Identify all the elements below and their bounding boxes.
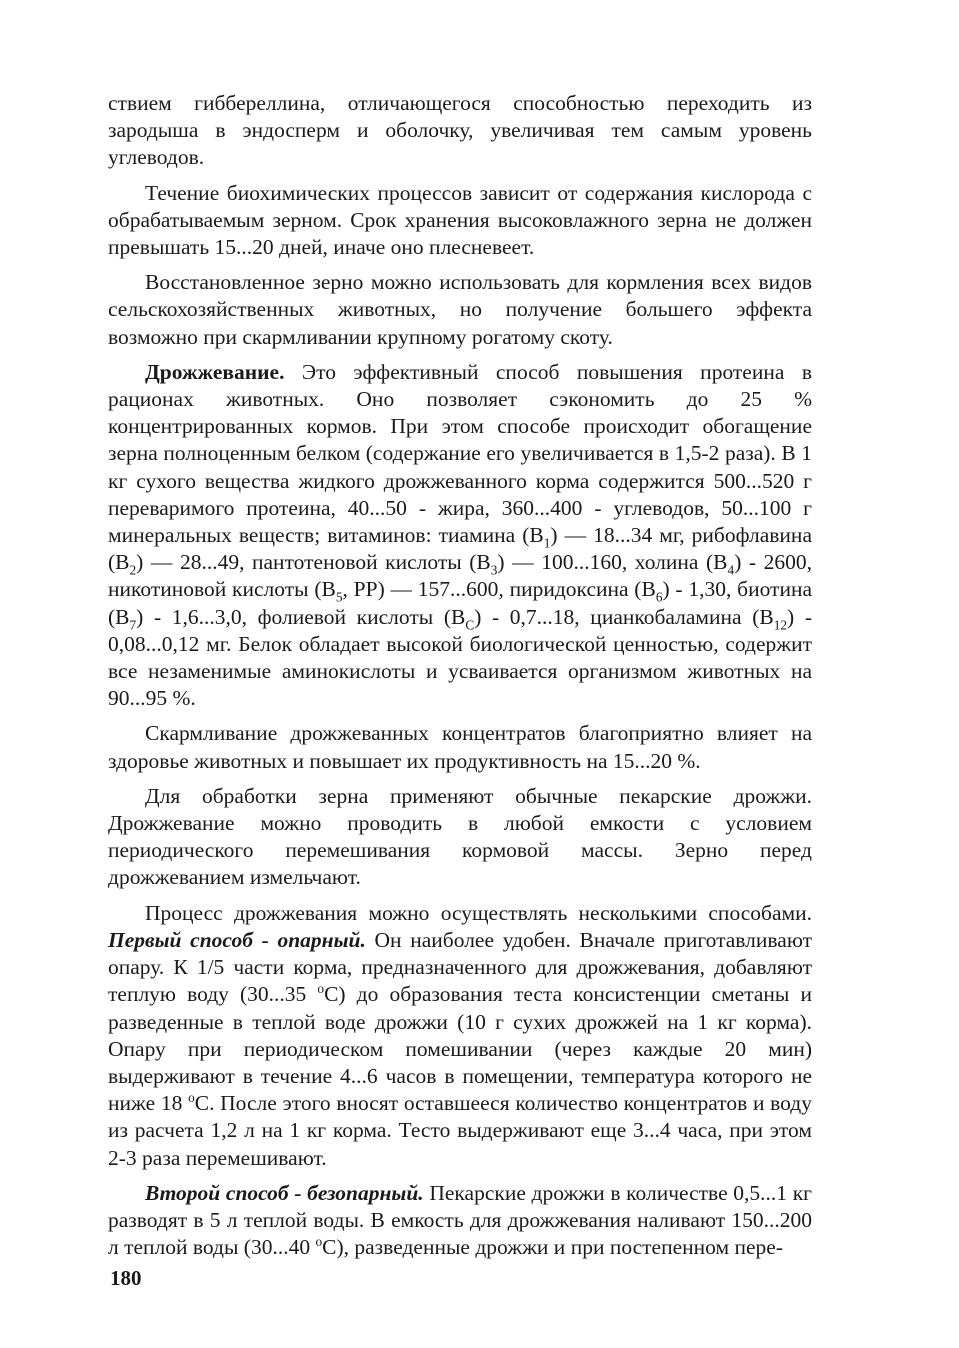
paragraph-yeasting <box>108 359 812 713</box>
yeasting-text-t5: , РР) — 157...600, пиридоксина (В <box>342 577 656 602</box>
sub-b2: 2 <box>129 562 137 578</box>
sub-b5: 5 <box>335 589 343 605</box>
paragraph-first-method <box>108 900 812 1172</box>
yeasting-text-t9: ) - 0,08...0,12 мг. Белок обладает высокой биологической ценностью, содержит все незаменимые аминокислоты и усваивается организмом животных на 90...95 %. <box>108 604 812 711</box>
paragraph-restored-grain: Восстановленное зерно можно использовать для кормления всех видов сельскохозяйственных животных, но получение большего эффекта возможно при скармливании крупному рогатому скоту. <box>108 270 812 349</box>
second-method-title: Второй способ - безопарный. <box>145 1180 424 1205</box>
sub-b3: 3 <box>490 562 498 578</box>
first-method-text-d: С. После этого вносят оставшееся количество концентратов и воду из расчета 1,2 л на 1 кг корма. Тесто выдерживают еще 3...4 часа, при этом 2-3 раза перемешивают. <box>108 1091 812 1170</box>
yeasting-text-t7: ) - 1,6...3,0, фолиевой кислоты (В <box>136 604 466 629</box>
paragraph-gibberellin: ствием гиббереллина, отличающегося способностью переходить из зародыша в эндосперм и оболочку, увеличивая тем самым уровень углеводов. <box>108 91 812 170</box>
first-method-text-a: Процесс дрожжевания можно осуществлять несколькими способами. <box>145 900 812 925</box>
sub-b1: 1 <box>543 535 551 551</box>
paragraph-baker-yeast: Для обработки зерна применяют обычные пекарские дрожжи. Дрожжевание можно проводить в любой емкости с условием периодического перемешивания кормовой массы. Зерно перед дрожжеванием измельчают. <box>108 783 812 890</box>
paragraph-second-method <box>108 1180 812 1262</box>
yeasting-text-a: Это эффективный способ повышения протеина в рационах животных. Оно позволяет сэкономить до 25 % концентрированных кормов. При этом способе происходит обогащение зерна полноценным белком (содержание его увеличивается в 1,5-2 раза). В 1 кг сухого вещества жидкого дрожжеванного корма содержится 500...520 г переваримого протеина, 40...50 - жира, 360...400 - углеводов, 50...100 г минеральных веществ; витаминов: тиамина (В <box>108 359 812 548</box>
first-method-text-b: Он наиболее удобен. Вначале приготавливают опару. К 1/5 части корма, предназначенного для дрожжевания, добавляют теплую воду (30...35 <box>108 927 812 1007</box>
sub-b6: 6 <box>655 589 663 605</box>
yeasting-text-t2: ) — 28...49, пантотеновой кислоты (В <box>136 550 491 575</box>
term-yeasting: Дрожжевание. <box>145 359 285 384</box>
first-method-title: Первый способ - опарный. <box>108 927 366 952</box>
degree-mark: о <box>317 981 325 997</box>
second-method-text-b: С), разведенные дрожжи и при постепенном пере- <box>322 1235 783 1260</box>
yeasting-text-t1: ) — 18...34 мг, рибофлавина (В <box>108 523 812 575</box>
sub-b4: 4 <box>727 562 735 578</box>
paragraph-feeding-benefit: Скармливание дрожжеванных концентратов благоприятно влияет на здоровье животных и повышает их продуктивность на 15...20 %. <box>108 721 812 773</box>
paragraph-biochemical-processes: Течение биохимических процессов зависит от содержания кислорода с обрабатываемым зерном. Срок хранения высоковлажного зерна не должен превышать 15...20 дней, иначе оно плесневеет. <box>108 180 812 260</box>
page-number: 180 <box>110 1266 142 1290</box>
yeasting-text-t3: ) — 100...160, холина (В <box>497 550 728 575</box>
sub-b12: 12 <box>773 616 788 632</box>
sub-b7: 7 <box>129 616 137 632</box>
first-method-text-c: С) до образования теста консистенции сметаны и разведенные в теплой воде дрожжи (10 г сухих дрожжей на 1 кг корма). Опару при периодическом помешивании (через каждые 20 мин) выдерживают в течение 4...6 часов в помещении, температура которого не ниже 18 <box>108 982 812 1116</box>
page-body <box>108 90 812 1269</box>
second-method-text-a: Пекарские дрожжи в количестве 0,5...1 кг разводят в 5 л теплой воды. В емкость для дрожжевания наливают 150...200 л теплой воды (30...40 <box>108 1180 812 1260</box>
degree-mark: о <box>188 1089 195 1105</box>
yeasting-text-t4: ) - 2600, никотиновой кислоты (В <box>108 550 813 602</box>
yeasting-text-t6: ) - 1,30, биотина (В <box>108 577 812 629</box>
yeasting-text-t8: ) - 0,7...18, цианкобаламина (В <box>474 604 774 629</box>
sub-bc: С <box>465 616 475 632</box>
degree-mark: о <box>315 1233 323 1249</box>
